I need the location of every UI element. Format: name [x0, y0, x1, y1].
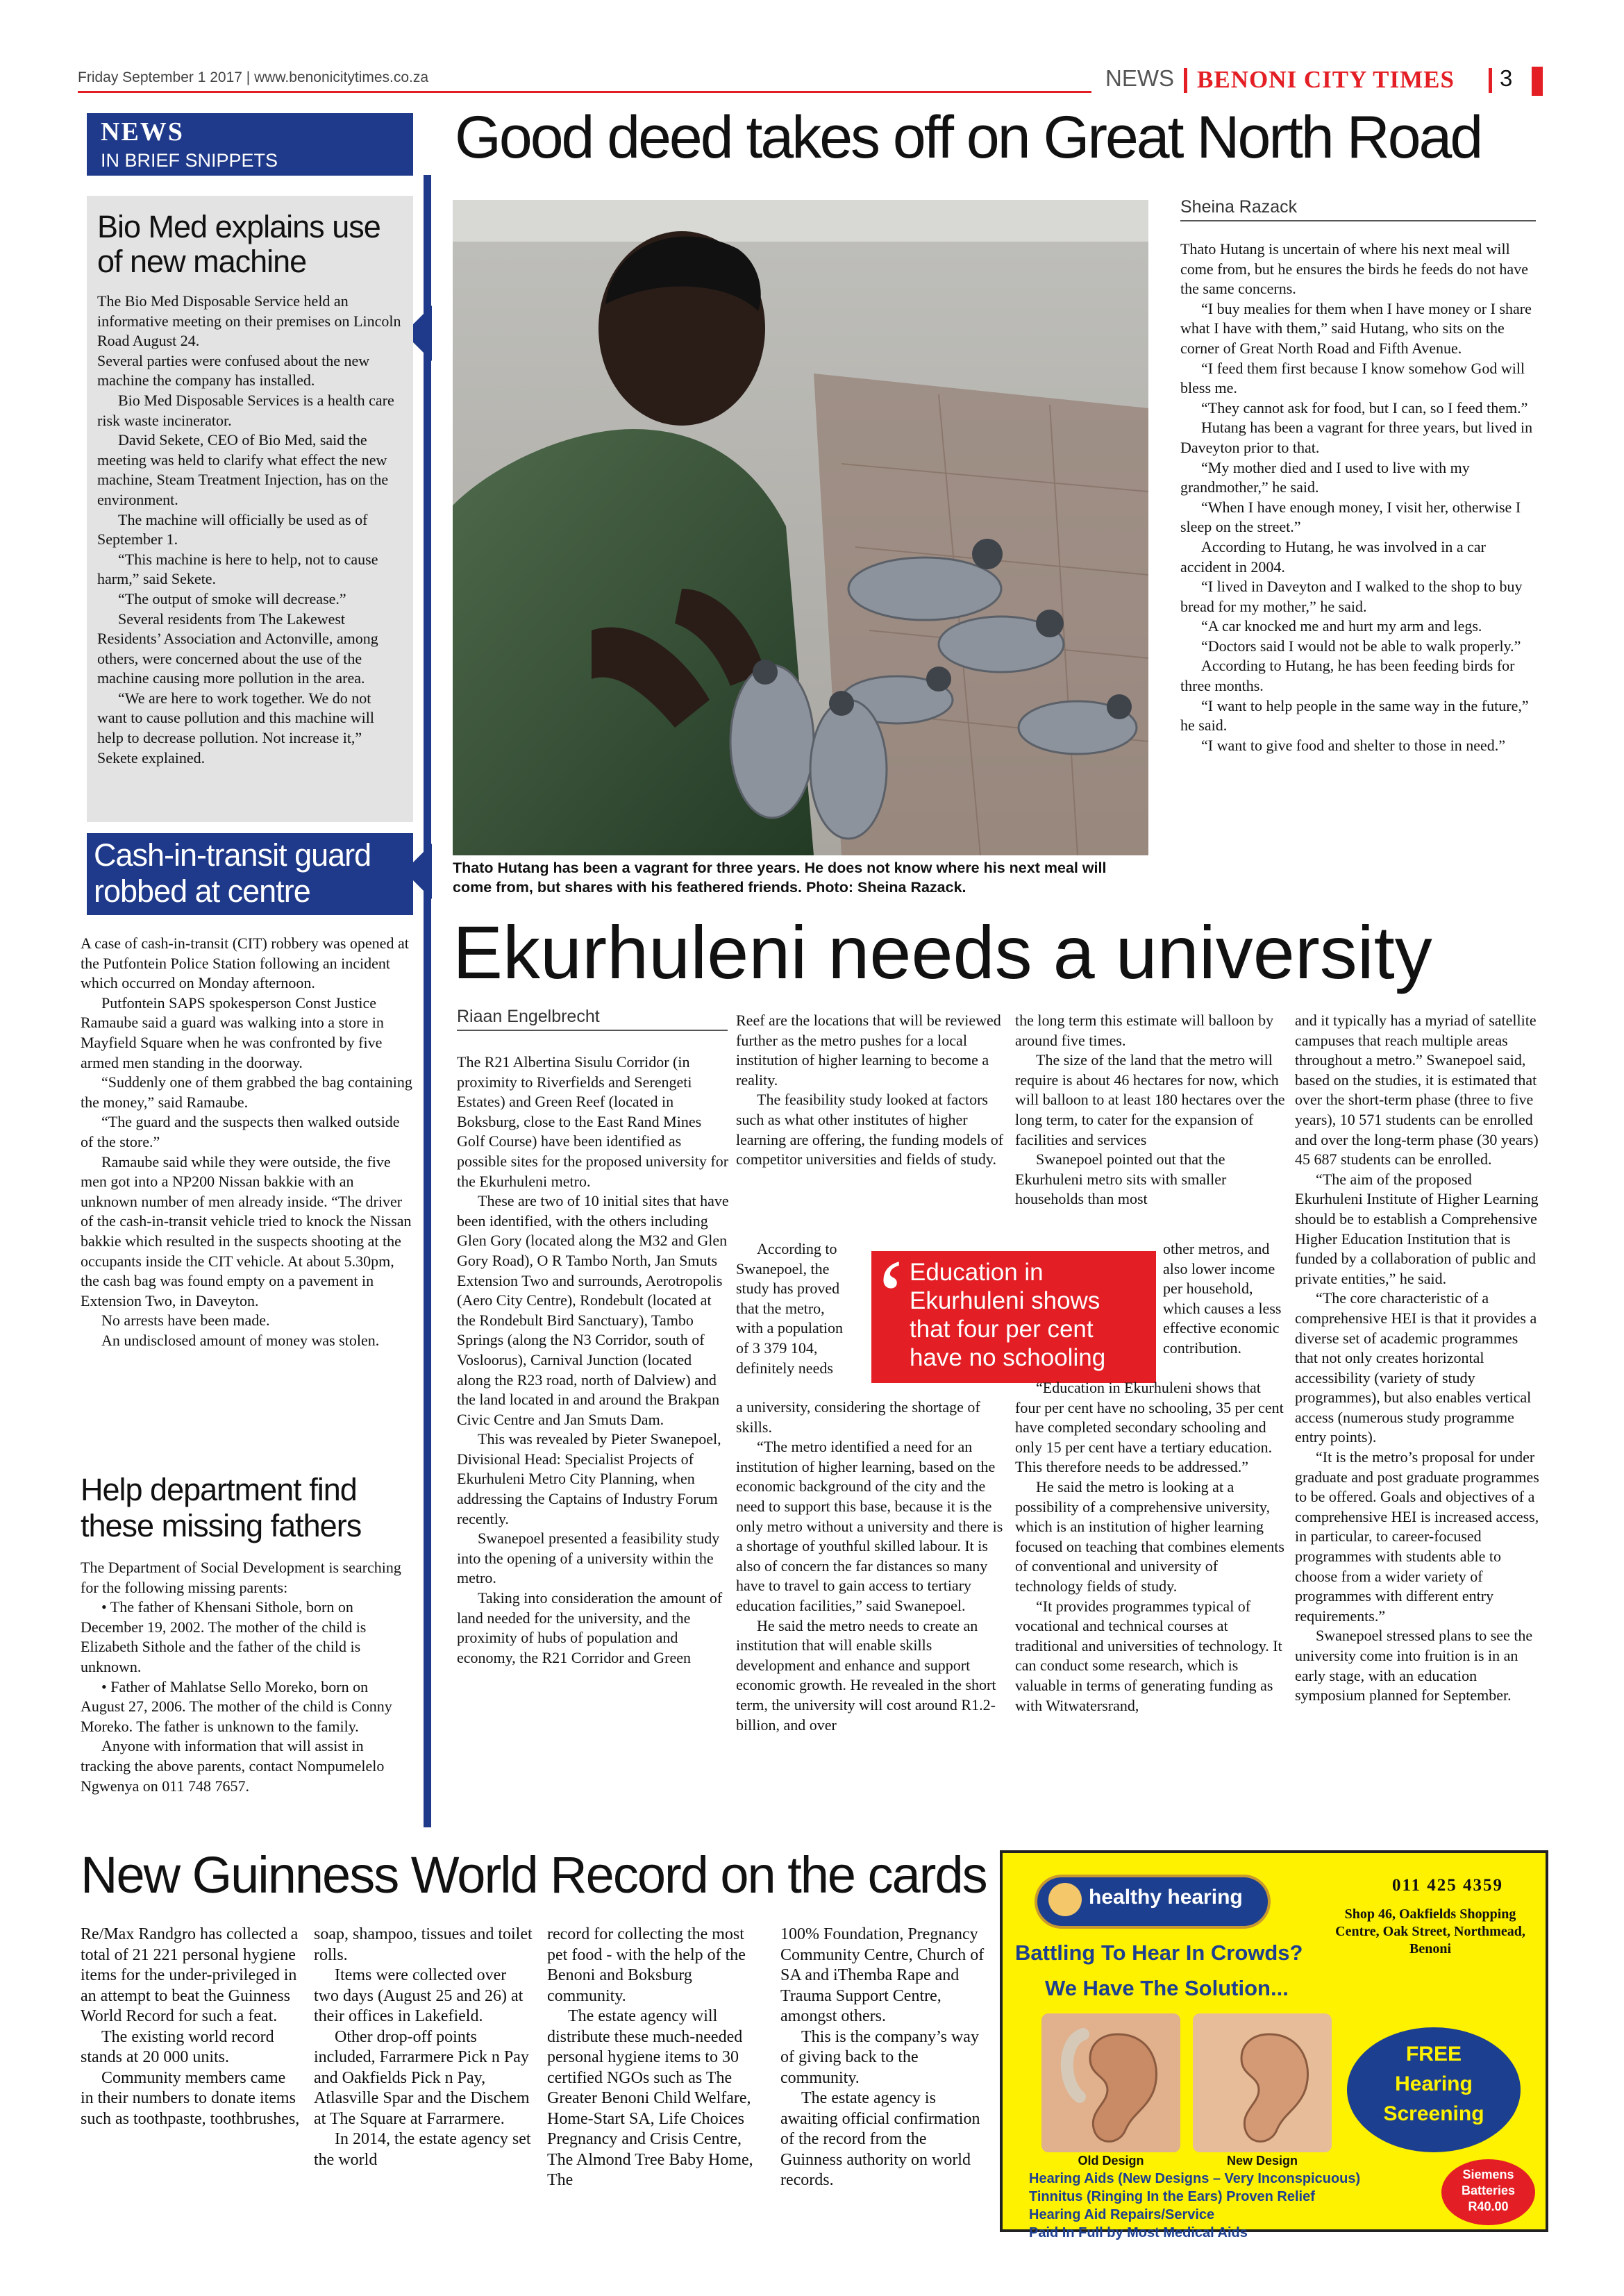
paragraph: soap, shampoo, tissues and toilet rolls.	[314, 1925, 533, 1964]
paragraph: Putfontein SAPS spokesperson Const Justice Ramaube said a guard was walking into a store in Mayfield Square when he was confronted by five armed men standing in the doorway.	[81, 994, 384, 1071]
paragraph: the long term this estimate will balloon by around five times.	[1015, 1012, 1274, 1049]
paragraph: The existing world record stands at 20 000 units.	[81, 2027, 274, 2066]
paragraph: The size of the land that the metro will require is about 46 hectares for now, which will balloon to at least 180 hectares over the long term, to cater for the expansion of facilities and services	[1015, 1051, 1285, 1148]
paragraph: “The aim of the proposed Ekurhuleni Institute of Higher Learning should be to establish a Comprehensive Higher Education Institution that is funded by a collaboration of public and private entities,” he said.	[1295, 1170, 1539, 1287]
ad-service-item: Hearing Aid Repairs/Service	[1029, 2207, 1215, 2222]
ad-ear-logo-icon	[1048, 1883, 1082, 1916]
masthead-divider	[1489, 68, 1492, 93]
ad-tagline-1: Battling To Hear In Crowds?	[1015, 1941, 1303, 1965]
paragraph: a university, considering the shortage of skills.	[736, 1398, 980, 1436]
paragraph: “I lived in Daveyton and I walked to the shop to buy bread for my mother,” he said.	[1180, 578, 1523, 615]
university-col-2c	[736, 1398, 1009, 1735]
paragraph: “I want to give food and shelter to those in need.”	[1201, 736, 1506, 754]
ad-service-item: Hearing Aids (New Designs – Very Inconspicuous)	[1029, 2171, 1361, 2186]
paragraph: The estate agency will distribute these much-needed personal hygiene items to 30 certified NGOs such as The Greater Benoni Child Welfare, Home-Start SA, Life Choices Pregnancy and Crisis Centre, The Almond Tree Baby Home, The	[547, 2007, 753, 2189]
paragraph: Several parties were confused about the new machine the company has installed.	[97, 351, 370, 389]
paragraph: “I feed them first because I know somehow God will bless me.	[1180, 359, 1525, 397]
paragraph: “I buy mealies for them when I have money or I share what I have with them,” said Hutang, who sits on the corner of Great North Road and Fifth Avenue.	[1180, 299, 1532, 357]
paragraph: Other drop-off points included, Farrarmere Pick n Pay and Oakfields Pick n Pay, Atlasville Spar and the Dischem at The Square at Farrarmere.	[314, 2027, 530, 2128]
guinness-col-2	[314, 1925, 533, 2170]
cit-body	[81, 934, 412, 1350]
lead-photo-caption: Thato Hutang has been a vagrant for three years. He does not know where his next meal will come from, but shares with his feathered friends. Photo: Sheina Razack.	[453, 860, 1107, 896]
paragraph: The Department of Social Development is searching for the following missing parents:	[81, 1559, 401, 1596]
paragraph: “The metro identified a need for an institution of higher learning, based on the economic background of the city and the need to support this base, because it is the only metro without a university and there is a shortage of youthful skilled labour. It is also of concern the far distances so many have to travel to gain access to tertiary education facilities,” said Swanepoel.	[736, 1438, 1003, 1614]
university-col-2a	[736, 1011, 1009, 1170]
paragraph: “The output of smoke will decrease.”	[118, 589, 346, 607]
paragraph: “Suddenly one of them grabbed the bag containing the money,” said Ramaube.	[81, 1073, 412, 1111]
guinness-col-1	[81, 1925, 300, 2129]
guinness-col-3	[547, 1925, 767, 2191]
university-col-3a	[1015, 1011, 1289, 1209]
ad-ear-old-design-icon	[1041, 2013, 1180, 2152]
ad-service-item: Tinnitus (Ringing In the Ears) Proven Relief	[1029, 2189, 1315, 2204]
paragraph: An undisclosed amount of money was stolen.	[101, 1331, 380, 1349]
paragraph: Re/Max Randgro has collected a total of 21 221 personal hygiene items for the under-privileged in an attempt to beat the Guinness World Record for such a feat.	[81, 1925, 299, 2025]
paragraph: The Bio Med Disposable Service held an informative meeting on their premises on Lincoln Road August 24.	[97, 292, 401, 350]
paragraph: Ramaube said while they were outside, the five men got into a NP200 Nissan bakkie with an unknown number of men already inside. “The driver of the cash-in-transit vehicle tried to knock the Nissan bakkie which resulted in the suspects shooting at the occupants inside the CIT vehicle. At about 5.30pm, the cash bag was found empty on a pavement in Extension Two, in Daveyton.	[81, 1153, 412, 1309]
university-headline: Ekurhuleni needs a university	[453, 910, 1432, 994]
paragraph: “The guard and the suspects then walked outside of the store.”	[81, 1113, 400, 1150]
ad-service-item: Paid In Full by Most Medical Aids	[1029, 2225, 1248, 2240]
paragraph: Several residents from The Lakewest Residents’ Association and Actonville, among others, were concerned about the use of the machine causing more pollution in the area.	[97, 610, 378, 687]
ad-brand: healthy hearing	[1089, 1886, 1243, 1909]
ad-address: Shop 46, Oakfields Shopping Centre, Oak Street, Northmead, Benoni	[1335, 1907, 1525, 1956]
pullquote-text: Education in Ekurhuleni shows that four per cent have no schooling	[910, 1259, 1106, 1371]
paragraph: • Father of Mahlatse Sello Moreko, born on August 27, 2006. The mother of the child is Conny Moreko. The father is unknown to the family.	[81, 1677, 392, 1735]
university-col-1	[457, 1053, 729, 1668]
paragraph: “This machine is here to help, not to cause harm,” said Sekete.	[97, 550, 378, 588]
lead-headline: Good deed takes off on Great North Road	[455, 104, 1482, 171]
paragraph: These are two of 10 initial sites that have been identified, with the others including Glen Gory (located along the M32 and Glen Gory Road), O R Tambo North, Jan Smuts Extension Two and surrounds, Aerotropolis (Aero City Centre), Rondebult (located at the Rondebult Bird Sanctuary), Tambo Springs (along the N3 Corridor, south of Vosloorus), Carnival Junction (located along the R23 road, north of Dalview) and the land located in and around the Brakpan Civic Centre and Jan Smuts Dam.	[457, 1192, 729, 1428]
ad-new-label: New Design	[1226, 2154, 1298, 2168]
paragraph: “Education in Ekurhuleni shows that four per cent have no schooling, 35 per cent have completed secondary schooling and only 15 per cent have a tertiary education. This therefore needs to be addressed.”	[1015, 1379, 1284, 1476]
paragraph: “It is the metro’s proposal for under graduate and post graduate programmes to be offered. Goals and objectives of a comprehensive HEI is increased access, in particular, to career-focused programmes with students able to choose from a wider variety of programmes with different entry requirements.”	[1295, 1448, 1539, 1625]
paragraph: This was revealed by Pieter Swanepoel, Divisional Head: Specialist Projects of Ekurhuleni Metro City Planning, when addressing the Captains of Industry Forum recently.	[457, 1430, 721, 1527]
guinness-headline: New Guinness World Record on the cards	[81, 1846, 987, 1904]
lead-photo	[453, 200, 1148, 855]
paragraph: Items were collected over two days (August 25 and 26) at their offices in Lakefield.	[314, 1966, 524, 2025]
paragraph: “The core characteristic of a comprehensive HEI is that it provides a diverse set of academic programmes that not only creates horizontal accessibility (variety of study programmes), but also enables vertical access (numerous study programme entry points).	[1295, 1289, 1537, 1446]
university-col-4	[1295, 1011, 1543, 1706]
ad-battery-brand: Siemens	[1462, 2168, 1514, 2181]
paragraph: According to Swanepoel, the study has proved that the metro, with a population of 3 379 104, definitely needs	[736, 1240, 843, 1377]
cit-title: Cash-in-transit guard robbed at centre	[94, 837, 371, 909]
missing-fathers-title: Help department find these missing fathers	[81, 1472, 362, 1543]
ad-battery-price: R40.00	[1468, 2199, 1509, 2213]
masthead-section: NEWS	[1105, 65, 1174, 91]
quote-mark-icon: ‘	[873, 1239, 908, 1354]
bio-med-body	[97, 292, 403, 768]
paragraph: and it typically has a myriad of satellite campuses that reach multiple areas throughout a metro.” Swanepoel said, based on the studies, it is estimated that over the short-term phase (three to five years), 10 571 students can be enrolled and over the long-term phase (30 years) 45 687 students can be enrolled.	[1295, 1012, 1539, 1168]
paragraph: “My mother died and I used to live with my grandmother,” he said.	[1180, 458, 1470, 496]
paragraph: “They cannot ask for food, but I can, so I feed them.”	[1201, 399, 1528, 417]
ad-services	[1029, 2170, 1418, 2242]
paragraph: In 2014, the estate agency set the world	[314, 2130, 531, 2169]
masthead-red-block	[1532, 67, 1543, 96]
sidebar-header-title: NEWS	[101, 117, 184, 146]
page-number: 3	[1500, 65, 1513, 91]
masthead-date: Friday September 1 2017 | www.benonicitytimes.co.za	[78, 69, 429, 85]
paragraph: • The father of Khensani Sithole, born on December 19, 2002. The mother of the child is Elizabeth Sithole and the father of the child is unknown.	[81, 1598, 367, 1675]
university-col-2b	[736, 1239, 854, 1378]
paragraph: “We are here to work together. We do not want to cause pollution and this machine will help to decrease pollution. Not increase it,” Sekete explained.	[97, 689, 374, 766]
paragraph: Hutang has been a vagrant for three years, but lived in Daveyton prior to that.	[1180, 419, 1533, 456]
ad-free-label: FREE	[1405, 2043, 1462, 2065]
paragraph: He said the metro is looking at a possibility of a comprehensive university, which is an institution of higher learning focused on teaching that combines elements of conventional and university of technology fields of study.	[1015, 1477, 1284, 1595]
sidebar-header-subtitle: IN BRIEF SNIPPETS	[101, 150, 278, 171]
paragraph: The machine will officially be used as of September 1.	[97, 510, 368, 548]
pigeon-photo-illustration	[453, 200, 1148, 855]
lead-body	[1180, 240, 1536, 755]
paragraph: Anyone with information that will assist in tracking the above parents, contact Nompumelelo Ngwenya on 011 748 7657.	[81, 1737, 385, 1795]
university-col-3c	[1015, 1378, 1289, 1716]
paragraph: Community members came in their numbers to donate items such as toothpaste, toothbrushes,	[81, 2068, 300, 2128]
university-col-3b	[1163, 1239, 1289, 1359]
paragraph: Swanepoel presented a feasibility study into the opening of a university within the metro.	[457, 1530, 720, 1587]
guinness-col-4	[780, 1925, 989, 2191]
ad-ear-new-design-icon	[1193, 2013, 1332, 2152]
paragraph: He said the metro needs to create an institution that will enable skills development and enhance and support economic growth. He revealed in the short term, the university will cost around R1.2-billion, and over	[736, 1616, 996, 1734]
paragraph: “I want to help people in the same way in the future,” he said.	[1180, 696, 1529, 735]
paragraph: The estate agency is awaiting official confirmation of the record from the Guinness authority on world records.	[780, 2089, 980, 2189]
paragraph: Taking into consideration the amount of land needed for the university, and the proximity of hubs of population and economy, the R21 Corridor and Green	[457, 1589, 723, 1666]
paragraph: “It provides programmes typical of vocational and technical courses at traditional and universities of technology. It can conduct some research, which is valuable in terms of generating funding as with Witwatersrand,	[1015, 1597, 1282, 1714]
paragraph: According to Hutang, he has been feeding birds for three months.	[1180, 657, 1515, 695]
paragraph: According to Hutang, he was involved in a car accident in 2004.	[1180, 537, 1486, 576]
paragraph: record for collecting the most pet food - with the help of the Benoni and Boksburg community.	[547, 1925, 746, 2005]
paragraph: Thato Hutang is uncertain of where his next meal will come from, but he ensures the birds he feeds do not have the same concerns.	[1180, 240, 1528, 298]
paragraph: A case of cash-in-transit (CIT) robbery was opened at the Putfontein Police Station following an incident which occurred on Monday afternoon.	[81, 935, 409, 992]
bio-med-title: Bio Med explains use of new machine	[97, 209, 380, 279]
ad-screening-label: Screening	[1383, 2102, 1484, 2125]
ad-tagline-2: We Have The Solution...	[1045, 1976, 1289, 2000]
ad-phone: 011 425 4359	[1391, 1876, 1504, 1895]
paragraph: The R21 Albertina Sisulu Corridor (in proximity to Riverfields and Serengeti Estates) and Green Reef (located in Boksburg, close to the East Rand Mines Golf Course) have been identified as possible sites for the proposed university for the Ekurhuleni metro.	[457, 1053, 729, 1190]
masthead-divider	[1184, 68, 1187, 93]
paragraph: Bio Med Disposable Services is a health care risk waste incinerator.	[97, 391, 394, 429]
paragraph: The feasibility study looked at factors such as what other institutes of higher learning are offering, the funding models of competitor universities and fields of study.	[736, 1091, 1004, 1168]
paragraph: “A car knocked me and hurt my arm and legs.	[1201, 617, 1482, 635]
sidebar-blue-rule	[424, 175, 431, 1827]
masthead-paper-name: BENONI CITY TIMES	[1197, 66, 1455, 93]
ad-battery-label: Batteries	[1461, 2184, 1516, 2197]
paragraph: Swanepoel pointed out that the Ekurhuleni metro sits with smaller households than most	[1015, 1150, 1227, 1208]
paragraph: Swanepoel stressed plans to see the university come into fruition is in an early stage, with an education symposium planned for September.	[1295, 1627, 1533, 1704]
university-byline: Riaan Engelbrecht	[457, 1007, 728, 1031]
paragraph: other metros, and also lower income per household, which causes a less effective economic contribution.	[1163, 1240, 1282, 1357]
paragraph: This is the company’s way of giving back to the community.	[780, 2027, 979, 2087]
masthead-rule	[78, 91, 1091, 93]
missing-fathers-body	[81, 1558, 412, 1796]
paragraph: 100% Foundation, Pregnancy Community Centre, Church of SA and iThemba Rape and Trauma Support Centre, amongst others.	[780, 1925, 985, 2025]
lead-byline: Sheina Razack	[1180, 197, 1536, 221]
paragraph: David Sekete, CEO of Bio Med, said the meeting was held to clarify what effect the new machine, Steam Treatment Injection, has on the environment.	[97, 431, 389, 508]
paragraph: “When I have enough money, I visit her, otherwise I sleep on the street.”	[1180, 498, 1521, 536]
paragraph: No arrests have been made.	[101, 1312, 270, 1330]
paragraph: Reef are the locations that will be reviewed further as the metro pushes for a local institution of higher learning to become a reality.	[736, 1012, 1001, 1089]
paragraph: “Doctors said I would not be able to walk properly.”	[1201, 637, 1521, 655]
ad-hearing-label: Hearing	[1395, 2072, 1473, 2095]
ad-old-label: Old Design	[1078, 2154, 1144, 2168]
